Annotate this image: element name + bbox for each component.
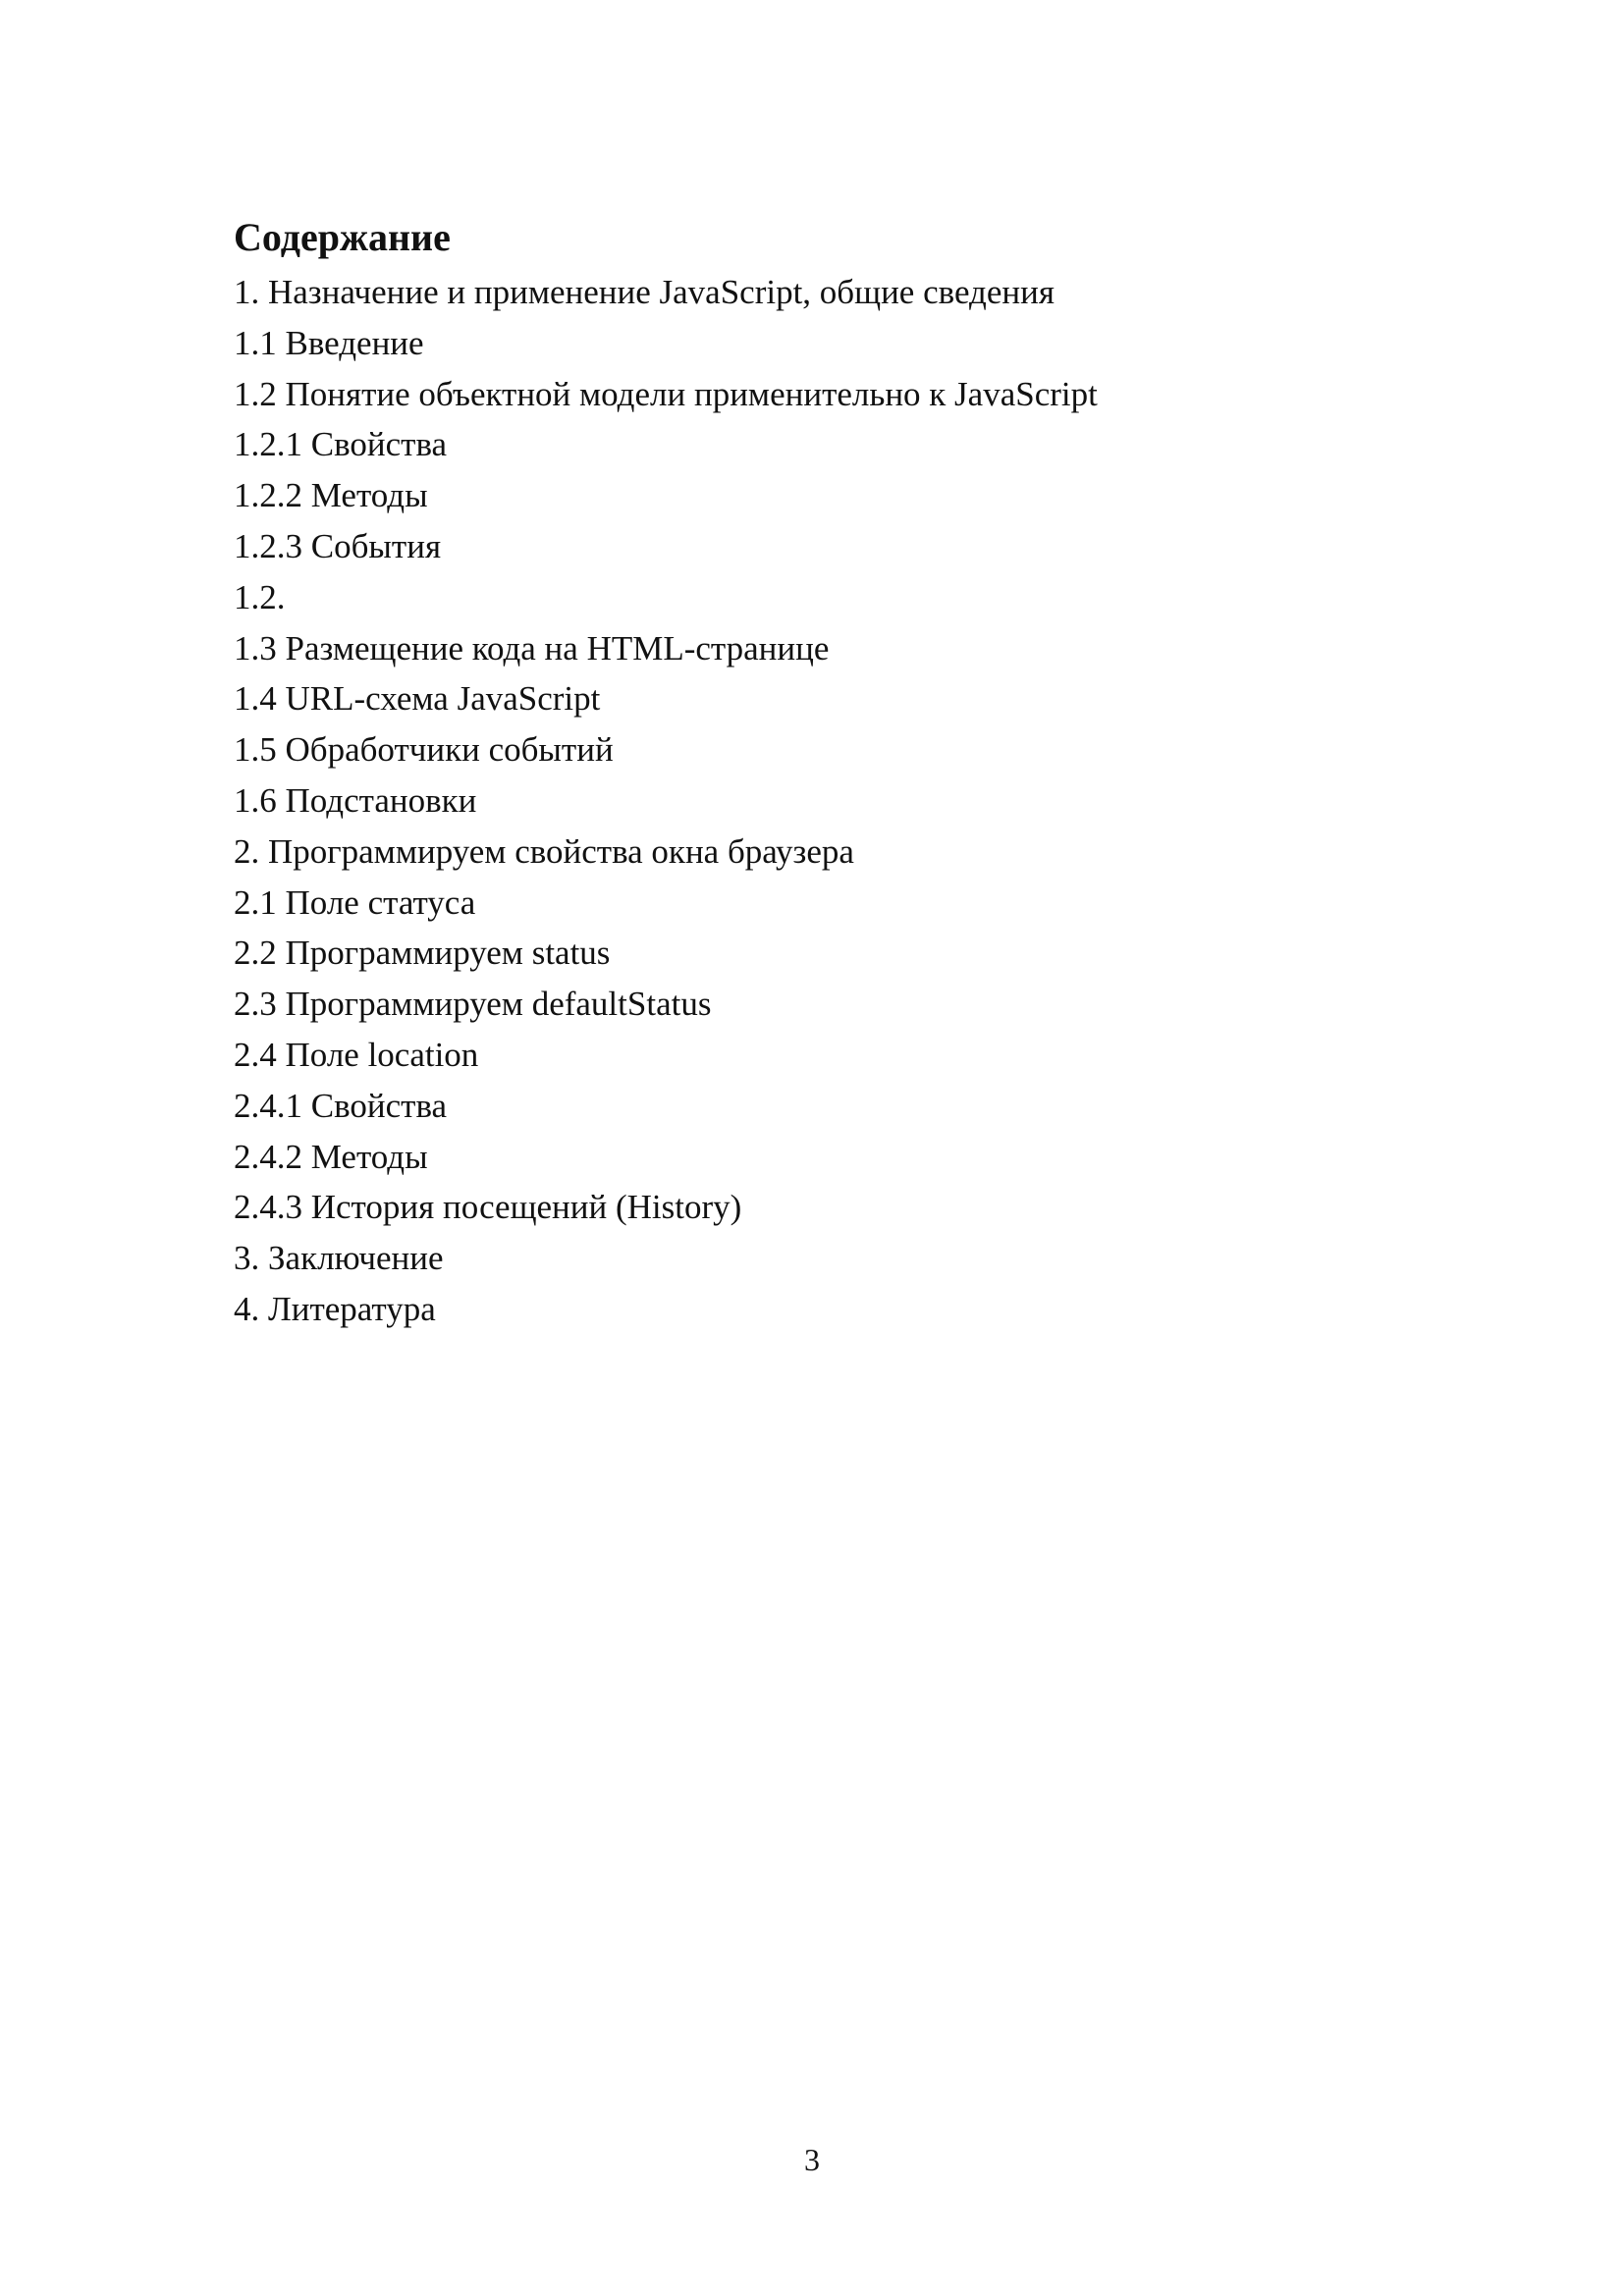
toc-entry-1-2-3[interactable]: 1.2.3 События (234, 526, 442, 565)
toc-entry-2[interactable]: 2. Программируем свойства окна браузера (234, 831, 854, 871)
toc-entry-2-3[interactable]: 2.3 Программируем defaultStatus (234, 985, 712, 1024)
toc-entry-2-4-3[interactable]: 2.4.3 История посещений (History) (234, 1188, 742, 1227)
toc-entry-2-4[interactable]: 2.4 Поле location (234, 1035, 479, 1074)
toc-entry-1-2-1[interactable]: 1.2.1 Свойства (234, 425, 448, 464)
toc-entry-2-4-1[interactable]: 2.4.1 Свойства (234, 1086, 448, 1125)
toc-entry-2-1[interactable]: 2.1 Поле статуса (234, 882, 476, 922)
page-number: 3 (804, 2142, 820, 2177)
toc-entry-3[interactable]: 3. Заключение (234, 1239, 444, 1278)
toc-entry-2-4-2[interactable]: 2.4.2 Методы (234, 1137, 428, 1176)
toc-entry-1-1[interactable]: 1.1 Введение (234, 323, 424, 362)
table-of-contents (234, 210, 1392, 1335)
toc-title: Содержание (234, 215, 451, 259)
toc-entry-1-4[interactable]: 1.4 URL-схема JavaScript (234, 679, 601, 719)
toc-entry-1[interactable]: 1. Назначение и применение JavaScript, общие сведения (234, 273, 1055, 311)
toc-entry-1-3[interactable]: 1.3 Размещение кода на HTML-странице (234, 628, 830, 667)
toc-entry-1-2-blank[interactable]: 1.2. (234, 577, 286, 616)
toc-entry-1-6[interactable]: 1.6 Подстановки (234, 780, 477, 820)
toc-entry-1-5[interactable]: 1.5 Обработчики событий (234, 730, 614, 770)
toc-entry-1-2-2[interactable]: 1.2.2 Методы (234, 476, 428, 515)
toc-list (234, 267, 1392, 1335)
toc-entry-4[interactable]: 4. Литература (234, 1289, 436, 1328)
toc-entry-1-2[interactable]: 1.2 Понятие объектной модели применительно к JavaScript (234, 374, 1098, 413)
toc-entry-2-2[interactable]: 2.2 Программируем status (234, 934, 611, 973)
